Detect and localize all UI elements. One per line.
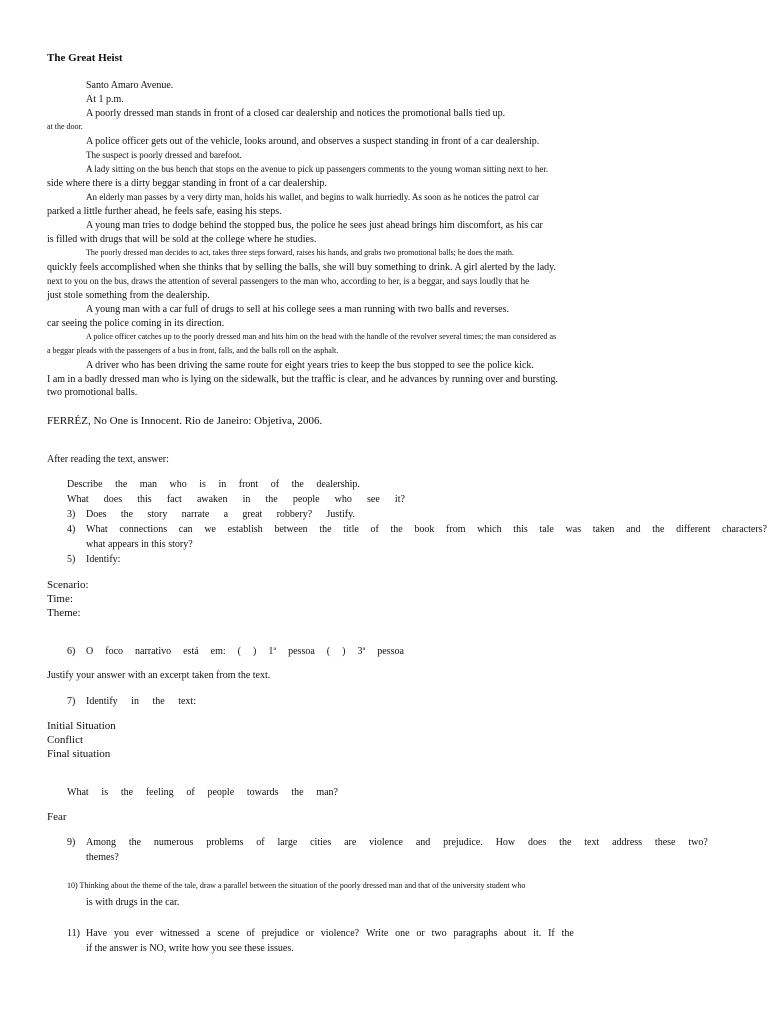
label-scenario: Scenario: xyxy=(47,579,89,591)
question-3 xyxy=(86,510,355,520)
question-11-continuation: if the answer is NO, write how you see these issues. xyxy=(86,943,294,954)
story-line: a beggar pleads with the passengers of a bus in front, falls, and the balls roll on the asphalt. xyxy=(47,346,339,355)
label-conflict: Conflict xyxy=(47,734,84,746)
answer-fear: Fear xyxy=(47,811,67,823)
question-4-continuation: what appears in this story? xyxy=(86,539,193,550)
story-line: quickly feels accomplished when she thinks that by selling the balls, she will buy something to drink. A girl alerted by the lady. xyxy=(47,262,556,273)
question-9 xyxy=(86,838,708,848)
question-9-continuation: themes? xyxy=(86,852,119,863)
story-line: A driver who has been driving the same route for eight years tries to keep the bus stopped to see the police kick. xyxy=(86,360,534,371)
question-11-number: 11) xyxy=(67,928,80,939)
story-line: is filled with drugs that will be sold at the college where he studies. xyxy=(47,234,317,245)
story-line: The poorly dressed man decides to act, takes three steps forward, raises his hands, and grabs two promotional balls; he does the math. xyxy=(86,248,514,257)
story-line: An elderly man passes by a very dirty man, holds his wallet, and begins to walk hurriedly. As soon as he notices the patrol car xyxy=(86,192,540,202)
story-line: next to you on the bus, draws the attention of several passengers to the man who, according to her, is a beggar, and says loudly that he xyxy=(47,276,530,286)
story-line: car seeing the police coming in its direction. xyxy=(47,318,225,329)
question-6-justify: Justify your answer with an excerpt taken from the text. xyxy=(47,670,271,681)
instruction: After reading the text, answer: xyxy=(47,454,169,465)
label-theme: Theme: xyxy=(47,607,81,619)
question-3-number: 3) xyxy=(67,509,76,520)
story-line: parked a little further ahead, he feels safe, easing his steps. xyxy=(47,206,282,217)
label-final-situation: Final situation xyxy=(47,748,111,760)
question-2 xyxy=(67,495,405,505)
story-line: A police officer gets out of the vehicle, looks around, and observes a suspect standing in front of a car dealership. xyxy=(86,136,540,147)
story-line: two promotional balls. xyxy=(47,387,138,398)
story-line: just stole something from the dealership. xyxy=(47,290,210,301)
label-initial-situation: Initial Situation xyxy=(47,720,116,732)
question-10-continuation: is with drugs in the car. xyxy=(86,897,180,908)
question-8 xyxy=(67,788,338,798)
question-11 xyxy=(86,929,574,939)
story-line: The suspect is poorly dressed and barefoot. xyxy=(86,150,242,160)
question-7-number: 7) xyxy=(67,696,76,707)
story-line: I am in a badly dressed man who is lying on the sidewalk, but the traffic is clear, and he advances by running over and bursting. xyxy=(47,374,558,385)
label-time: Time: xyxy=(47,593,73,605)
story-line: A young man tries to dodge behind the stopped bus, the police he sees just ahead brings him discomfort, as his car xyxy=(86,220,543,231)
question-1-text: Describe the man who is in front of the dealership. xyxy=(67,479,360,490)
story-line: A young man with a car full of drugs to sell at his college sees a man running with two balls and reverses. xyxy=(86,304,509,315)
story-line: Santo Amaro Avenue. xyxy=(86,80,174,91)
question-7 xyxy=(86,697,196,707)
question-6 xyxy=(86,647,404,657)
question-6-text: O foco narrativo está em: ( ) 1ª pessoa ( ) 3ª pessoa xyxy=(86,646,404,657)
question-8-text: What is the feeling of people towards the man? xyxy=(67,787,338,798)
question-10-text: 10) Thinking about the theme of the tale, draw a parallel between the situation of the poorly dressed man and that of the university student who xyxy=(67,881,526,890)
question-3-text: Does the story narrate a great robbery? Justify. xyxy=(86,509,355,520)
question-6-number: 6) xyxy=(67,646,76,657)
question-2-text: What does this fact awaken in the people who see it? xyxy=(67,494,405,505)
story-line: at the door. xyxy=(47,122,83,131)
question-4-number: 4) xyxy=(67,524,76,535)
question-11-text: Have you ever witnessed a scene of prejudice or violence? Write one or two paragraphs about it. If the xyxy=(86,928,574,939)
question-5-text: Identify: xyxy=(86,554,121,565)
question-7-text: Identify in the text: xyxy=(86,696,196,707)
question-5-number: 5) xyxy=(67,554,76,565)
question-4-text: What connections can we establish between the title of the book from which this tale was taken and the different characters? xyxy=(86,524,767,535)
question-9-number: 9) xyxy=(67,837,76,848)
story-line: A police officer catches up to the poorly dressed man and hits him on the head with the handle of the revolver several times; the man considered as xyxy=(86,332,557,341)
story-line: side where there is a dirty beggar standing in front of a car dealership. xyxy=(47,178,327,189)
story-line: A poorly dressed man stands in front of a closed car dealership and notices the promotional balls tied up. xyxy=(86,108,506,119)
document-title: The Great Heist xyxy=(47,52,123,64)
question-9-text: Among the numerous problems of large cities are violence and prejudice. How does the text address these two? xyxy=(86,837,708,848)
question-4 xyxy=(86,525,767,535)
citation: FERRÉZ, No One is Innocent. Rio de Janeiro: Objetiva, 2006. xyxy=(47,415,323,427)
question-1 xyxy=(67,480,360,490)
story-line: At 1 p.m. xyxy=(86,94,124,105)
story-line: A lady sitting on the bus bench that stops on the avenue to pick up passengers comments to the young woman sitting next to her. xyxy=(86,164,549,174)
